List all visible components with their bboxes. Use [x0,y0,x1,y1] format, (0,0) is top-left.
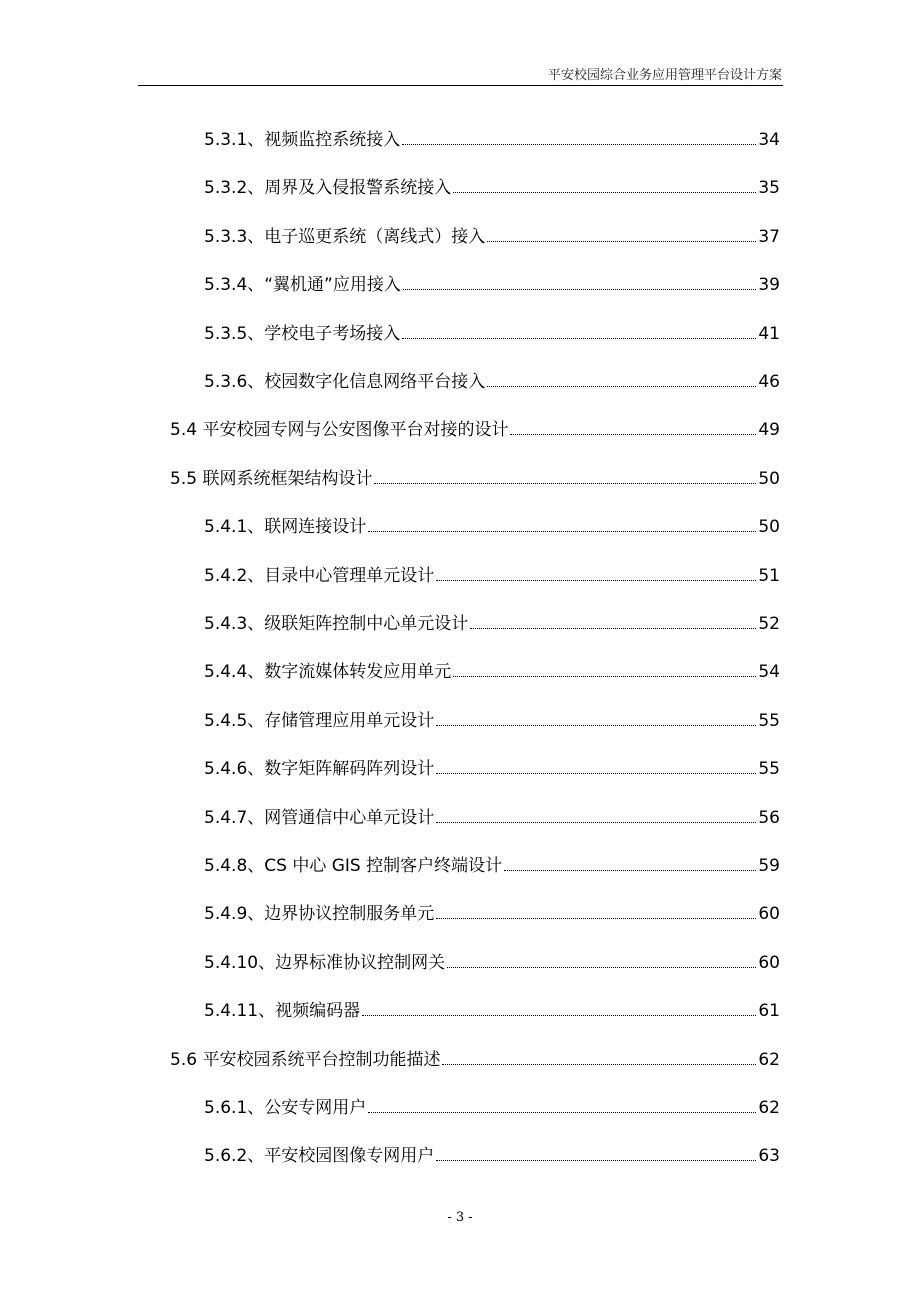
toc-dot-leader [487,241,756,242]
toc-entry[interactable] [204,507,780,539]
toc-entry-page-number: 62 [758,1049,780,1070]
toc-entry-title: 5.4.7、网管通信中心单元设计 [204,807,435,828]
toc-dot-leader [504,870,756,871]
toc-entry-title: 5.4.9、边界协议控制服务单元 [204,904,435,925]
toc-entry[interactable] [204,168,780,200]
toc-dot-leader [402,144,756,145]
toc-entry-title: 5.3.4、“翼机通”应用接入 [204,275,401,296]
toc-dot-leader [368,531,756,532]
toc-entry-page-number: 49 [758,420,780,441]
toc-entry-page-number: 55 [758,759,780,780]
toc-entry[interactable] [170,459,780,491]
toc-entry-title: 5.6.2、平安校园图像专网用户 [204,1146,435,1167]
toc-entry[interactable] [204,604,780,636]
toc-entry-title: 5.4 平安校园专网与公安图像平台对接的设计 [170,420,509,441]
toc-entry-title: 5.4.3、级联矩阵控制中心单元设计 [204,614,469,634]
toc-entry[interactable] [204,362,780,394]
toc-entry-title: 5.4.6、数字矩阵解码阵列设计 [204,759,435,780]
toc-entry-title: 5.4.10、边界标准协议控制网关 [204,952,446,973]
toc-entry-page-number: 56 [758,807,780,828]
toc-entry[interactable] [204,1088,780,1120]
toc-dot-leader [403,289,756,290]
toc-dot-leader [453,676,756,677]
toc-dot-leader [470,628,756,629]
toc-entry-page-number: 61 [758,1001,780,1022]
toc-entry-title: 5.3.3、电子巡更系统（离线式）接入 [204,226,486,247]
toc-entry-page-number: 51 [758,565,780,586]
toc-entry[interactable] [170,1040,780,1072]
toc-entry-page-number: 46 [758,372,780,392]
toc-entry-title: 5.6 平安校园系统平台控制功能描述 [170,1049,441,1070]
toc-entry-page-number: 34 [758,130,780,150]
toc-entry-page-number: 59 [758,856,780,876]
toc-entry[interactable] [170,410,780,442]
toc-entry[interactable] [204,991,780,1023]
toc-dot-leader [436,580,756,581]
toc-entry-title: 5.4.5、存储管理应用单元设计 [204,710,435,731]
toc-entry-page-number: 60 [758,904,780,925]
toc-entry-title: 5.3.2、周界及入侵报警系统接入 [204,178,452,199]
toc-entry[interactable] [204,749,780,781]
toc-dot-leader [487,386,756,387]
toc-entry-title: 5.6.1、公安专网用户 [204,1098,367,1118]
toc-entry[interactable] [204,556,780,588]
page-header-title: 平安校园综合业务应用管理平台设计方案 [547,68,782,83]
toc-dot-leader [368,1112,756,1113]
toc-dot-leader [436,822,756,823]
toc-entry-page-number: 50 [758,468,780,489]
toc-entry-title: 5.4.11、视频编码器 [204,1001,361,1022]
toc-dot-leader [436,918,756,919]
toc-entry-title: 5.3.5、学校电子考场接入 [204,323,401,344]
toc-entry[interactable] [204,265,780,297]
toc-entry-page-number: 35 [758,178,780,199]
toc-dot-leader [436,773,756,774]
toc-entry-page-number: 52 [758,614,780,634]
toc-dot-leader [436,725,756,726]
page-number: - 3 - [447,1210,473,1225]
toc-entry-page-number: 41 [758,323,780,344]
toc-entry-title: 5.3.6、校园数字化信息网络平台接入 [204,372,486,392]
toc-dot-leader [447,967,756,968]
toc-entry[interactable] [204,652,780,684]
toc-entry-title: 5.4.4、数字流媒体转发应用单元 [204,662,452,683]
toc-dot-leader [436,1160,756,1161]
toc-entry-title: 5.4.2、目录中心管理单元设计 [204,565,435,586]
toc-entry[interactable] [204,798,780,830]
toc-dot-leader [402,338,756,339]
toc-entry-title: 5.3.1、视频监控系统接入 [204,130,401,150]
toc-entry-page-number: 60 [758,952,780,973]
toc-dot-leader [442,1064,756,1065]
toc-entry[interactable] [204,701,780,733]
toc-dot-leader [362,1015,756,1016]
toc-entry-title: 5.5 联网系统框架结构设计 [170,468,373,489]
toc-entry[interactable] [204,943,780,975]
toc-entry-page-number: 62 [758,1098,780,1118]
toc-entry-page-number: 55 [758,710,780,731]
toc-entry-page-number: 63 [758,1146,780,1167]
toc-entry[interactable] [204,217,780,249]
toc-dot-leader [374,483,756,484]
toc-entry-title: 5.4.8、CS 中心 GIS 控制客户终端设计 [204,856,503,876]
toc-entry-title: 5.4.1、联网连接设计 [204,517,367,538]
toc-entry-page-number: 37 [758,226,780,247]
toc-entry[interactable] [204,314,780,346]
header-rule [138,85,783,86]
toc-entry[interactable] [204,120,780,152]
toc-entry[interactable] [204,894,780,926]
toc-entry[interactable] [204,846,780,878]
toc-entry-page-number: 54 [758,662,780,683]
toc-entry-page-number: 50 [758,517,780,538]
toc-dot-leader [510,434,756,435]
toc-entry-page-number: 39 [758,275,780,296]
toc-entry[interactable] [204,1136,780,1168]
toc-dot-leader [453,192,756,193]
